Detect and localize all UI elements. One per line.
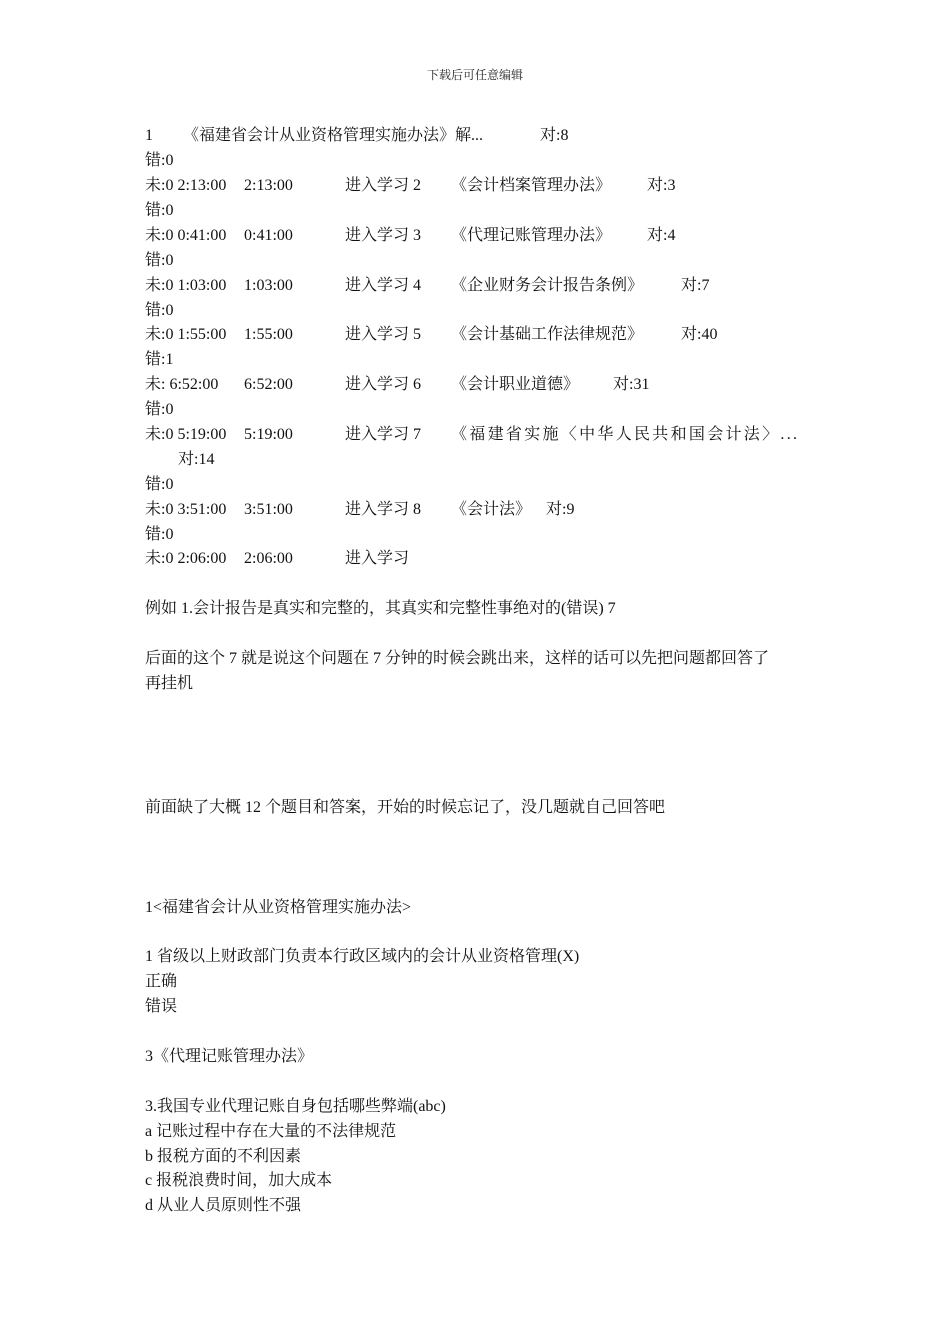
wrong-count: 错:0 — [145, 302, 174, 319]
course-title: 《代理记账管理办法》 — [451, 227, 612, 244]
study-time: 3:51:00 — [244, 501, 293, 518]
unanswered-time: 未:0 3:51:00 — [145, 501, 227, 518]
section-heading: 3《代理记账管理办法》 — [145, 1048, 314, 1065]
missing-note: 前面缺了大概 12 个题目和答案，开始的时候忘记了，没几题就自己回答吧 — [145, 799, 666, 816]
study-time: 2:13:00 — [244, 177, 293, 194]
wrong-count: 错:0 — [145, 526, 174, 543]
course-title: 《福建省会计从业资格管理实施办法》解... — [183, 127, 484, 144]
unanswered-time: 未:0 1:03:00 — [145, 277, 227, 294]
explanation-line-1: 后面的这个 7 就是说这个问题在 7 分钟的时候会跳出来，这样的话可以先把问题都回答了 — [145, 650, 770, 667]
enter-study-link[interactable]: 进入学习 8 — [345, 501, 422, 518]
page-header: 下载后可任意编辑 — [426, 68, 523, 82]
enter-study-link[interactable]: 进入学习 4 — [345, 277, 422, 294]
unanswered-time: 未:0 0:41:00 — [145, 227, 227, 244]
option-wrong: 错误 — [145, 998, 178, 1015]
question-text: 3.我国专业代理记账自身包括哪些弊端(abc) — [145, 1098, 446, 1115]
unanswered-time: 未:0 2:13:00 — [145, 177, 227, 194]
question-text: 1 省级以上财政部门负责本行政区域内的会计从业资格管理(X) — [145, 948, 580, 965]
enter-study-link[interactable]: 进入学习 5 — [345, 326, 422, 343]
course-title: 《福建省实施〈中华人民共和国会计法〉... — [451, 426, 800, 443]
study-time: 1:03:00 — [244, 277, 293, 294]
course-title: 《会计基础工作法律规范》 — [451, 326, 644, 343]
enter-study-link[interactable]: 进入学习 2 — [345, 177, 422, 194]
unanswered-time: 未:0 5:19:00 — [145, 426, 227, 443]
study-time: 2:06:00 — [244, 550, 293, 567]
option-d: d 从业人员原则性不强 — [145, 1197, 302, 1214]
unanswered-time: 未:0 2:06:00 — [145, 550, 227, 567]
option-b: b 报税方面的不利因素 — [145, 1148, 302, 1165]
course-title: 《企业财务会计报告条例》 — [451, 277, 644, 294]
enter-study-link[interactable]: 进入学习 6 — [345, 376, 422, 393]
course-title: 《会计职业道德》 — [451, 376, 580, 393]
wrong-count: 错:0 — [145, 401, 174, 418]
wrong-count: 错:0 — [145, 252, 174, 269]
correct-count: 对:14 — [178, 451, 215, 468]
study-time: 6:52:00 — [244, 376, 293, 393]
option-correct: 正确 — [145, 973, 178, 990]
enter-study-link[interactable]: 进入学习 7 — [345, 426, 422, 443]
course-title: 《会计档案管理办法》 — [451, 177, 612, 194]
study-time: 1:55:00 — [244, 326, 293, 343]
study-time: 0:41:00 — [244, 227, 293, 244]
correct-count: 对:3 — [647, 177, 676, 194]
unanswered-time: 未:0 1:55:00 — [145, 326, 227, 343]
enter-study-link[interactable]: 进入学习 — [345, 550, 410, 567]
wrong-count: 错:0 — [145, 202, 174, 219]
study-time: 5:19:00 — [244, 426, 293, 443]
correct-count: 对:9 — [546, 501, 575, 518]
correct-count: 对:40 — [681, 326, 718, 343]
enter-study-link[interactable]: 进入学习 3 — [345, 227, 422, 244]
unanswered-time: 未: 6:52:00 — [145, 376, 219, 393]
wrong-count: 错:0 — [145, 476, 174, 493]
correct-count: 对:8 — [540, 127, 569, 144]
row-number: 1 — [145, 127, 153, 144]
option-a: a 记账过程中存在大量的不法律规范 — [145, 1123, 397, 1140]
explanation-line-2: 再挂机 — [145, 675, 194, 692]
wrong-count: 错:0 — [145, 152, 174, 169]
course-title: 《会计法》 — [451, 501, 532, 518]
section-heading: 1<福建省会计从业资格管理实施办法> — [145, 899, 412, 916]
correct-count: 对:4 — [647, 227, 676, 244]
correct-count: 对:7 — [681, 277, 710, 294]
correct-count: 对:31 — [613, 376, 650, 393]
example-text: 例如 1.会计报告是真实和完整的，其真实和完整性事绝对的(错误) 7 — [145, 600, 616, 617]
wrong-count: 错:1 — [145, 351, 174, 368]
option-c: c 报税浪费时间，加大成本 — [145, 1172, 333, 1189]
